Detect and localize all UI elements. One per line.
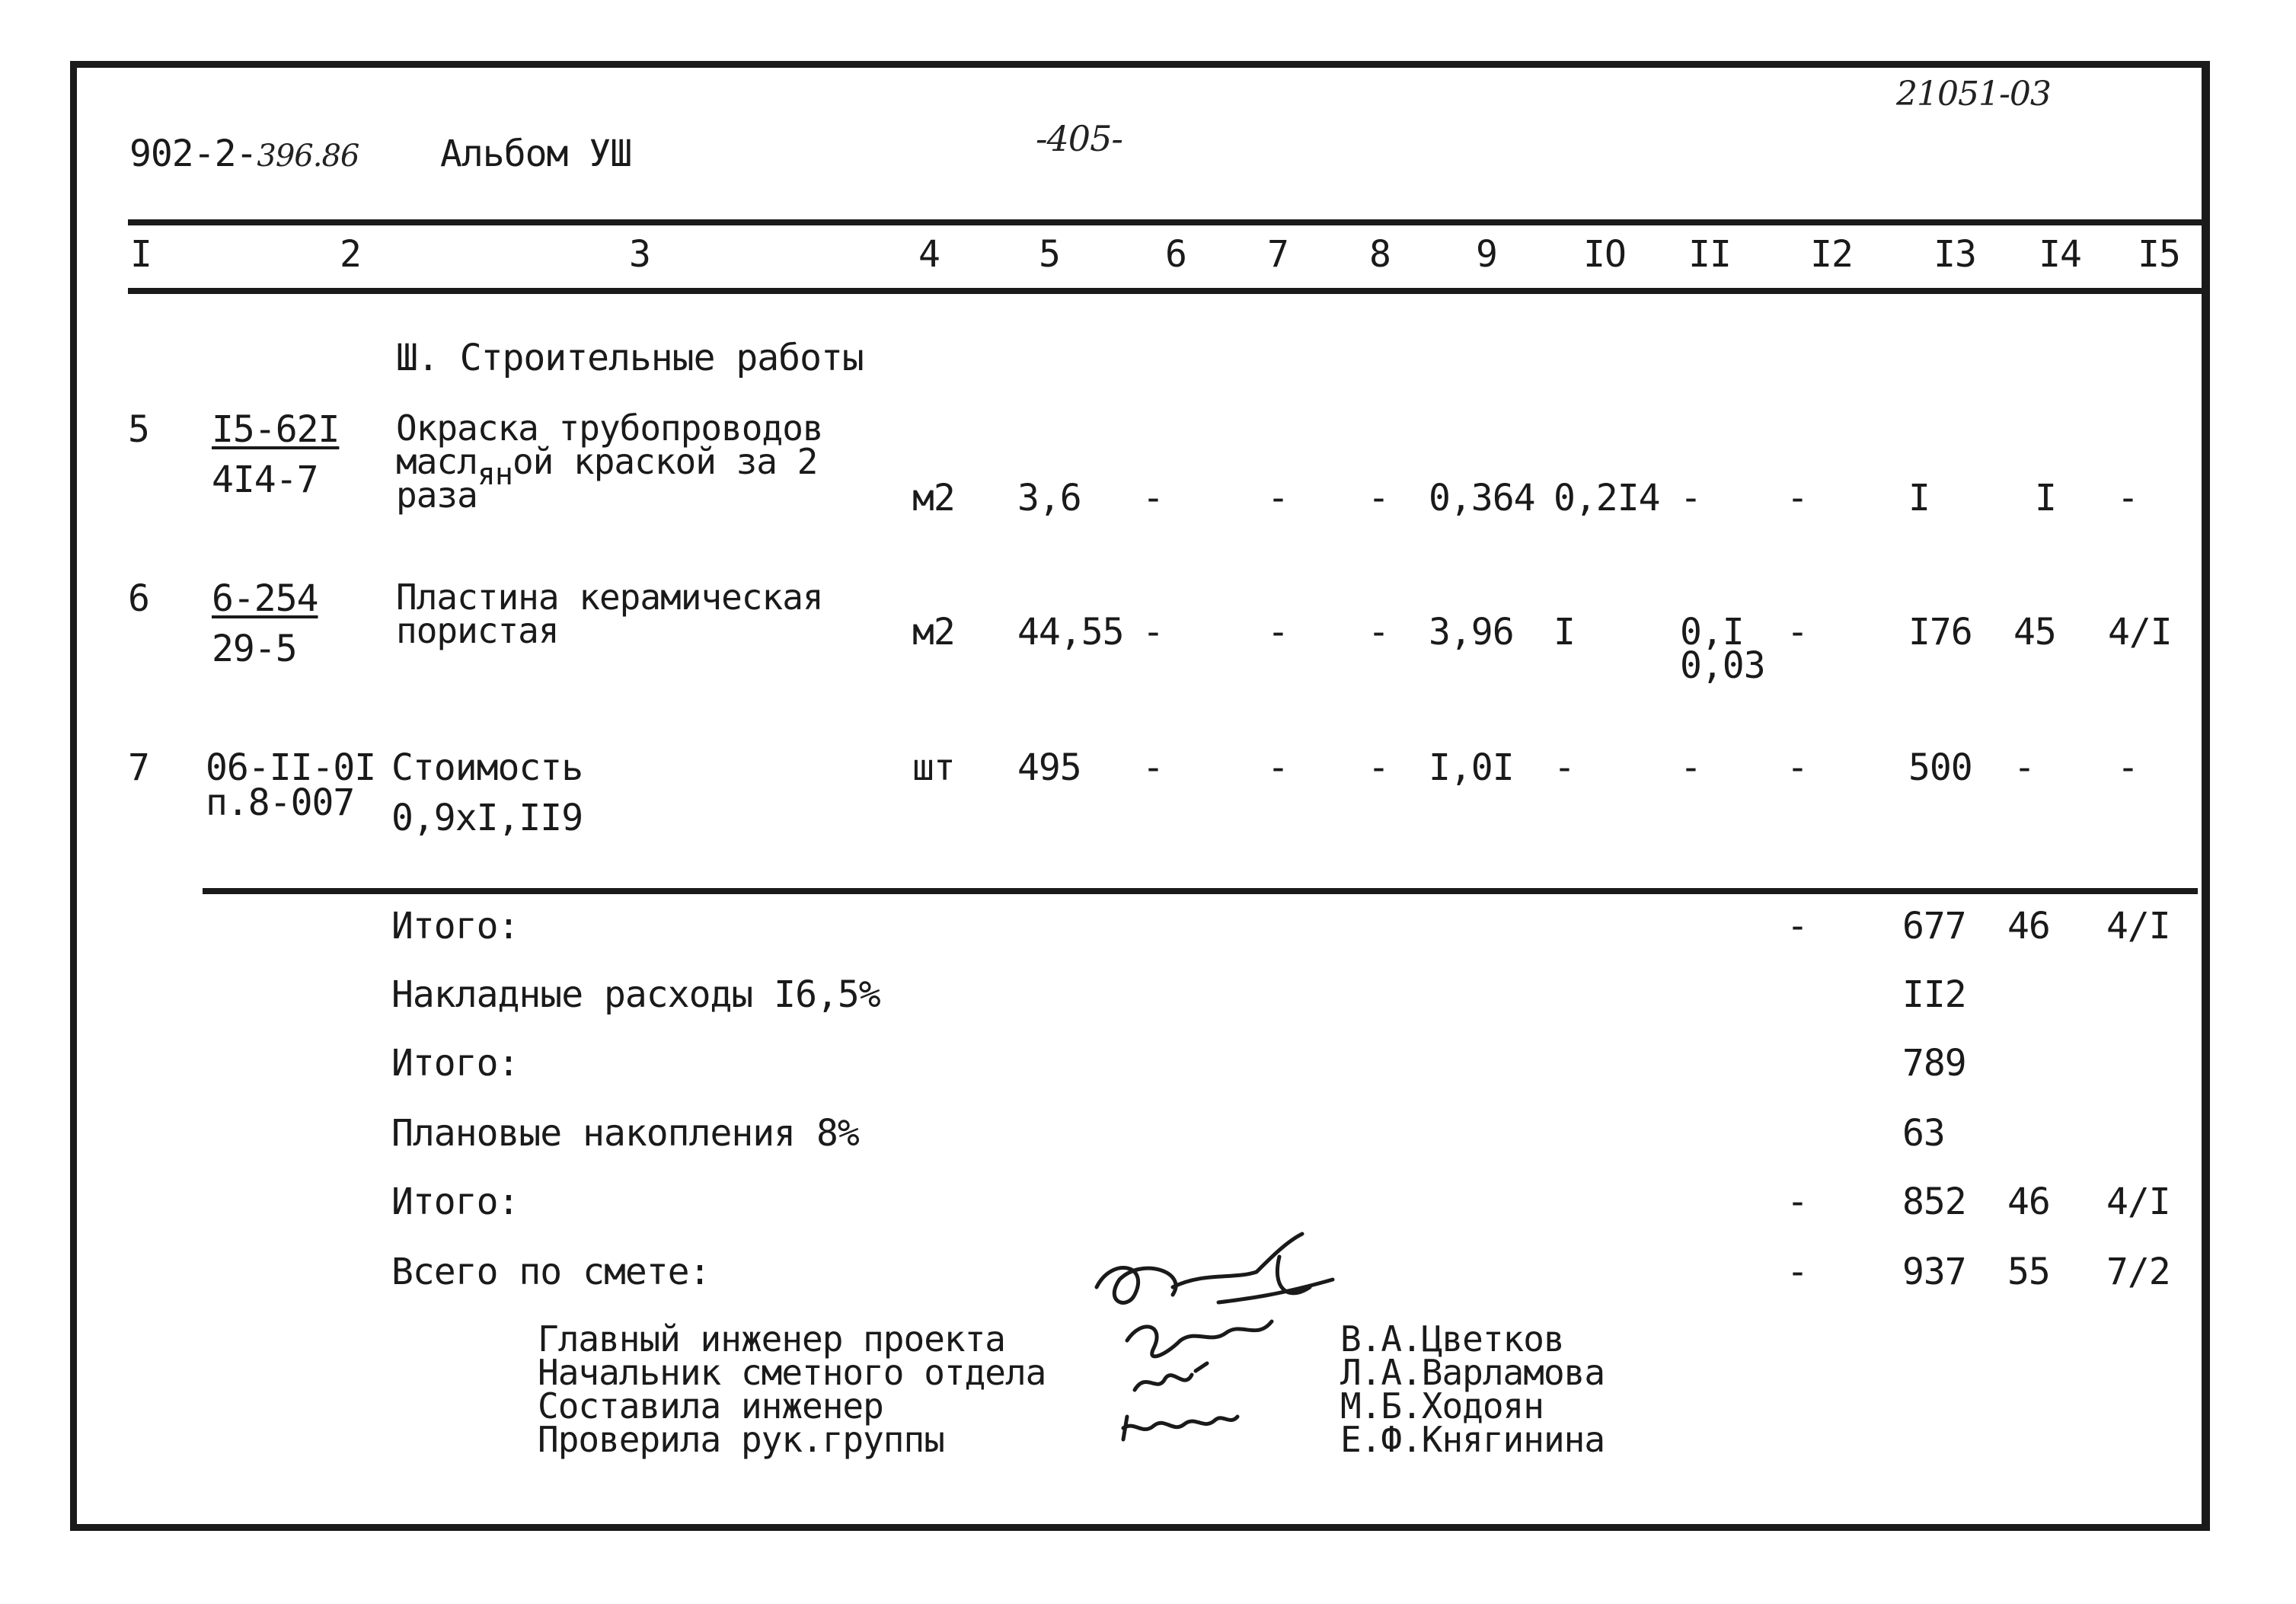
col-header-11: II	[1688, 233, 1731, 276]
cell: -	[1267, 746, 1289, 789]
page-number: -405-	[1036, 118, 1122, 159]
row-number: 7	[128, 746, 149, 789]
unit: шт	[912, 746, 955, 789]
col-header-14: I4	[2039, 233, 2081, 276]
col-header-15: I5	[2138, 233, 2180, 276]
cell: I	[1908, 477, 1930, 519]
cell: 45	[2013, 611, 2056, 653]
cell: 0,364	[1429, 477, 1535, 519]
cell: -	[2117, 477, 2138, 519]
cell: -	[1142, 477, 1164, 519]
cell: -	[1680, 746, 1701, 789]
total-cell: 4/I	[2106, 905, 2170, 947]
unit: м2	[912, 611, 955, 653]
cell: 500	[1908, 746, 1972, 789]
header-rule-bottom	[128, 288, 2205, 294]
cell: -	[1787, 746, 1808, 789]
total-cell: 46	[2007, 905, 2050, 947]
quantity: 44,55	[1017, 611, 1124, 653]
cell: I	[2035, 477, 2056, 519]
col-header-3: 3	[629, 233, 650, 276]
header-rule-top	[128, 219, 2205, 225]
work-name-line: Пластина керамическая	[396, 577, 823, 618]
work-name-line: Стоимость	[391, 746, 583, 789]
quantity: 3,6	[1017, 477, 1081, 519]
cell: -	[1787, 477, 1808, 519]
cell: 3,96	[1429, 611, 1514, 653]
col-header-8: 8	[1369, 233, 1391, 276]
total-cell: -	[1787, 905, 1808, 947]
work-name-line: Окраска трубопроводов	[396, 407, 823, 449]
cell: -	[1368, 477, 1389, 519]
col-header-7: 7	[1267, 233, 1289, 276]
work-name-line: масляной краской за 2	[396, 441, 818, 492]
work-name-line: раза	[396, 474, 477, 516]
signer-name: В.А.Цветков	[1340, 1318, 1564, 1360]
row-number: 5	[128, 408, 149, 451]
doc-code: 902-2-396.86	[129, 133, 359, 175]
total-cell: 55	[2007, 1251, 2050, 1293]
total-cell: 937	[1902, 1251, 1966, 1293]
album-label: Альбом УШ	[440, 133, 632, 175]
total-cell: 46	[2007, 1181, 2050, 1223]
total-label: Итого:	[391, 1042, 519, 1085]
unit: м2	[912, 477, 955, 519]
signer-name: Л.А.Варламова	[1340, 1352, 1605, 1393]
cell: -	[1680, 477, 1701, 519]
price-code: I5-62I	[212, 408, 340, 451]
cell: -	[1787, 611, 1808, 653]
total-label: Накладные расходы I6,5%	[391, 973, 880, 1016]
col-header-12: I2	[1810, 233, 1853, 276]
total-cell: 7/2	[2106, 1251, 2170, 1293]
total-cell: 789	[1902, 1042, 1966, 1085]
quantity: 495	[1017, 746, 1081, 789]
signer-role: Составила инженер	[538, 1385, 883, 1427]
cell: -	[1368, 746, 1389, 789]
total-cell: 852	[1902, 1181, 1966, 1223]
norm-code: п.8-007	[206, 781, 355, 824]
col-header-4: 4	[918, 233, 940, 276]
cell: I76	[1908, 611, 1972, 653]
total-label: Плановые накопления 8%	[391, 1112, 859, 1155]
total-label: Итого:	[391, 1181, 519, 1223]
total-cell: 63	[1902, 1112, 1945, 1155]
signer-role: Начальник сметного отдела	[538, 1352, 1046, 1393]
signer-name: М.Б.Ходоян	[1340, 1385, 1544, 1427]
col-header-1: I	[130, 233, 152, 276]
cell: 4/I	[2108, 611, 2172, 653]
cell: I	[1554, 611, 1575, 653]
col-header-2: 2	[340, 233, 361, 276]
cell: I,0I	[1429, 746, 1514, 789]
cell: -	[1267, 477, 1289, 519]
cell: -	[1142, 746, 1164, 789]
total-cell: 4/I	[2106, 1181, 2170, 1223]
handwritten-signatures	[1081, 1226, 1356, 1485]
cell: -	[1368, 611, 1389, 653]
price-code: 06-II-0I	[206, 746, 376, 789]
cell: -	[2013, 746, 2035, 789]
total-cell: -	[1787, 1251, 1808, 1293]
col-header-9: 9	[1476, 233, 1497, 276]
col-header-5: 5	[1039, 233, 1060, 276]
signer-name: Е.Ф.Княгинина	[1340, 1419, 1605, 1460]
cell: -	[2117, 746, 2138, 789]
row-number: 6	[128, 577, 149, 620]
cell: -	[1554, 746, 1575, 789]
cell: 0,I	[1680, 611, 1744, 653]
col-header-10: IO	[1583, 233, 1626, 276]
work-name-line: 0,9хI,II9	[391, 797, 583, 839]
totals-rule	[203, 888, 2198, 894]
col-header-6: 6	[1165, 233, 1186, 276]
col-header-13: I3	[1934, 233, 1976, 276]
total-cell: II2	[1902, 973, 1966, 1016]
signer-role: Проверила рук.группы	[538, 1419, 944, 1460]
section-title: Ш. Строительные работы	[396, 337, 864, 379]
cell: -	[1142, 611, 1164, 653]
norm-code: 29-5	[212, 628, 297, 670]
cell: -	[1267, 611, 1289, 653]
work-name-line: пористая	[396, 610, 559, 651]
price-code: 6-254	[212, 577, 318, 620]
signer-role: Главный инженер проекта	[538, 1318, 1005, 1360]
total-label: Всего по смете:	[391, 1251, 711, 1293]
cell: 0,2I4	[1554, 477, 1660, 519]
archive-number: 21051-03	[1896, 75, 2051, 113]
total-cell: 677	[1902, 905, 1966, 947]
norm-code: 4I4-7	[212, 459, 318, 501]
total-label: Итого:	[391, 905, 519, 947]
total-cell: -	[1787, 1181, 1808, 1223]
cell: 0,03	[1680, 644, 1765, 687]
